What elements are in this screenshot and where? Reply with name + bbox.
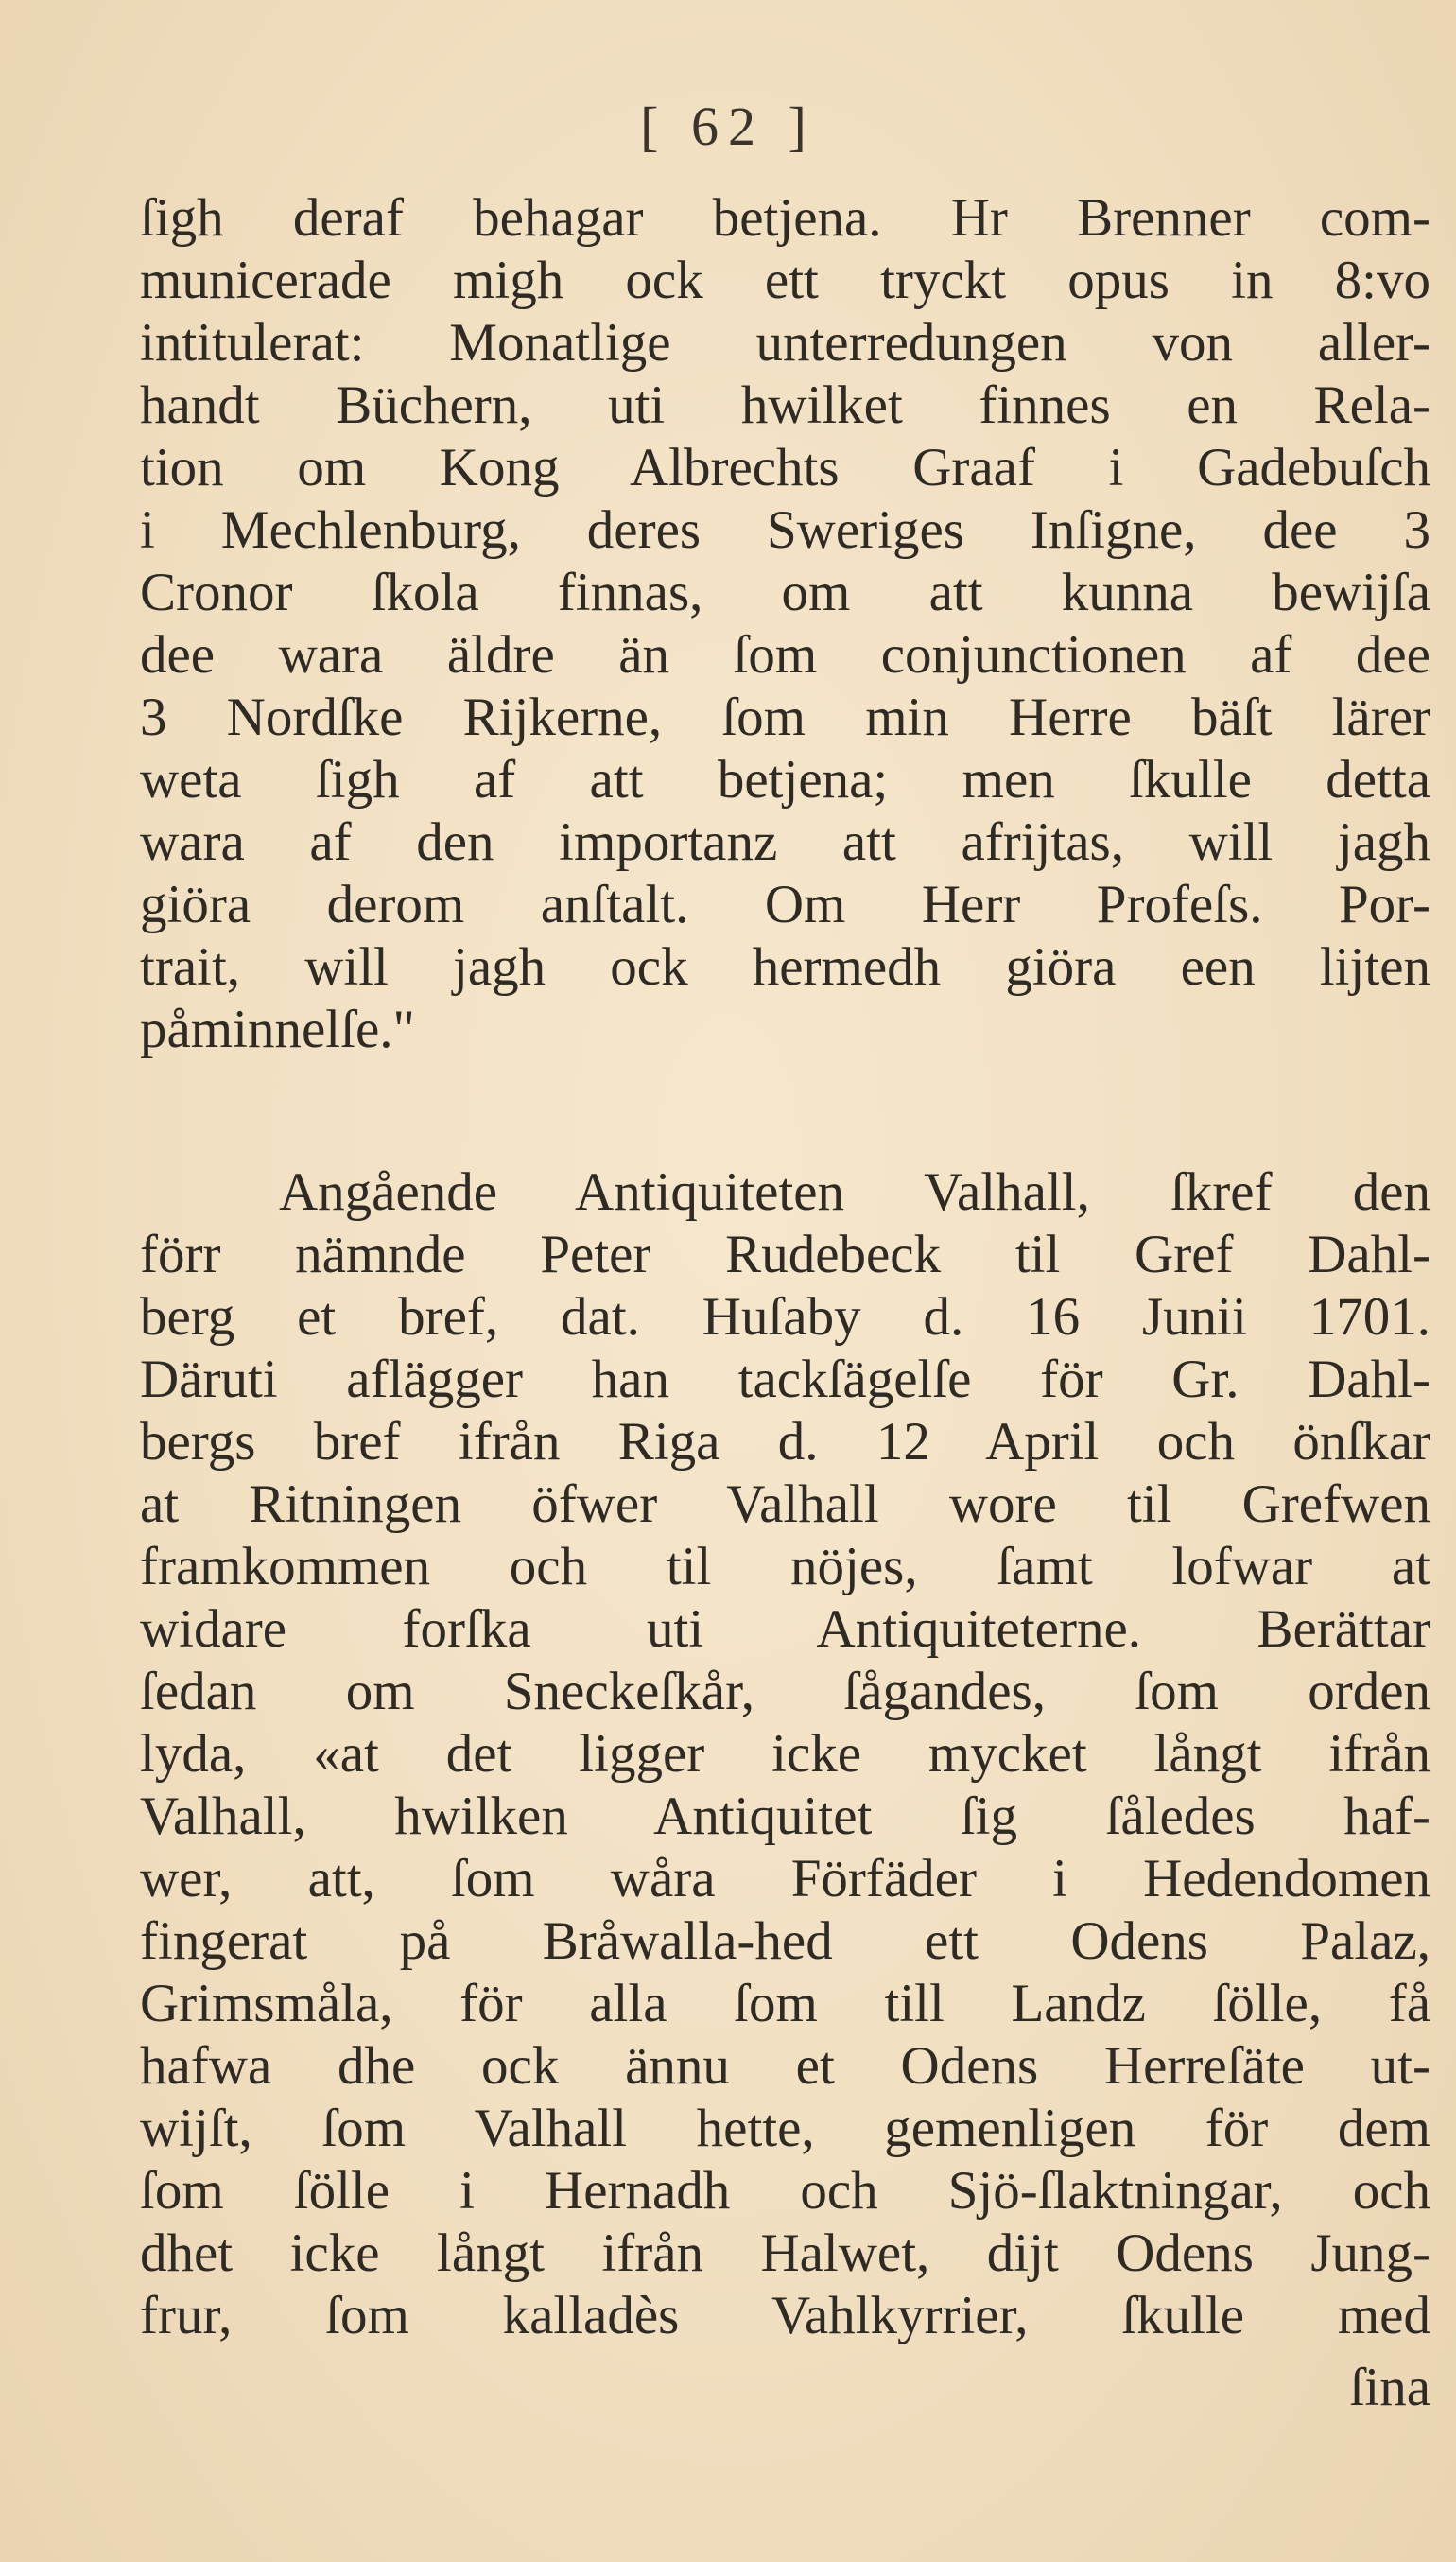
text-line: förr nämnde Peter Rudebeck til Gref Dahl- — [140, 1225, 1430, 1284]
text-line: berg et bref, dat. Huſaby d. 16 Junii 1701. — [140, 1287, 1430, 1347]
text-line: dee wara äldre än ſom conjunctionen af dee — [140, 625, 1430, 685]
text-line: wer, att, ſom wåra Förfäder i Hedendomen — [140, 1849, 1430, 1908]
text-line: municerade migh ock ett tryckt opus in 8:vo — [140, 251, 1430, 310]
text-line: giöra derom anſtalt. Om Herr Profeſs. Por- — [140, 875, 1430, 934]
text-line: framkommen och til nöjes, ſamt lofwar at — [140, 1537, 1430, 1596]
text-line: frur, ſom kalladès Vahlkyrrier, ſkulle med — [140, 2286, 1430, 2345]
text-line: fingerat på Bråwalla-hed ett Odens Palaz, — [140, 1911, 1430, 1971]
text-line: wara af den importanz att afrijtas, will jagh — [140, 812, 1430, 872]
text-line: weta ſigh af att betjena; men ſkulle detta — [140, 750, 1430, 810]
text-line: at Ritningen öfwer Valhall wore til Grefwen — [140, 1474, 1430, 1534]
text-line: lyda, «at det ligger icke mycket långt ifrån — [140, 1724, 1430, 1784]
text-line: Däruti aflägger han tackſägelſe för Gr. Dahl- — [140, 1350, 1430, 1409]
text-line: påminnelſe." — [140, 1000, 415, 1059]
text-line: Valhall, hwilken Antiquitet ſig ſåledes haf- — [140, 1786, 1430, 1846]
text-line: Grimsmåla, för alla ſom till Landz ſölle, få — [140, 1974, 1430, 2033]
text-line: dhet icke långt ifrån Halwet, dijt Odens Jung- — [140, 2223, 1430, 2283]
text-line: widare forſka uti Antiquiteterne. Berättar — [140, 1599, 1430, 1659]
text-line: 3 Nordſke Rijkerne, ſom min Herre bäſt lärer — [140, 688, 1430, 747]
text-line: ſedan om Sneckeſkår, ſågandes, ſom orden — [140, 1662, 1430, 1721]
text-line: trait, will jagh ock hermedh giöra een lijten — [140, 937, 1430, 997]
text-line: intitulerat: Monatlige unterredungen von aller- — [140, 313, 1430, 373]
catchword: ſina — [1349, 2358, 1430, 2417]
text-line: Cronor ſkola finnas, om att kunna bewijſa — [140, 563, 1430, 622]
text-line: Angående Antiquiteten Valhall, ſkref den — [279, 1162, 1430, 1222]
text-line: wijſt, ſom Valhall hette, gemenligen för dem — [140, 2099, 1430, 2158]
page-number: [ 62 ] — [640, 96, 816, 157]
text-line: bergs bref ifrån Riga d. 12 April och önſkar — [140, 1412, 1430, 1472]
text-line: hafwa dhe ock ännu et Odens Herreſäte ut- — [140, 2036, 1430, 2096]
text-line: ſigh deraf behagar betjena. Hr Brenner com- — [140, 188, 1430, 248]
text-line: tion om Kong Albrechts Graaf i Gadebuſch — [140, 438, 1430, 497]
text-line: handt Büchern, uti hwilket finnes en Rela- — [140, 375, 1430, 435]
text-line: ſom ſölle i Hernadh och Sjö-ſlaktningar, och — [140, 2161, 1430, 2221]
text-line: i Mechlenburg, deres Sweriges Inſigne, dee 3 — [140, 500, 1430, 560]
